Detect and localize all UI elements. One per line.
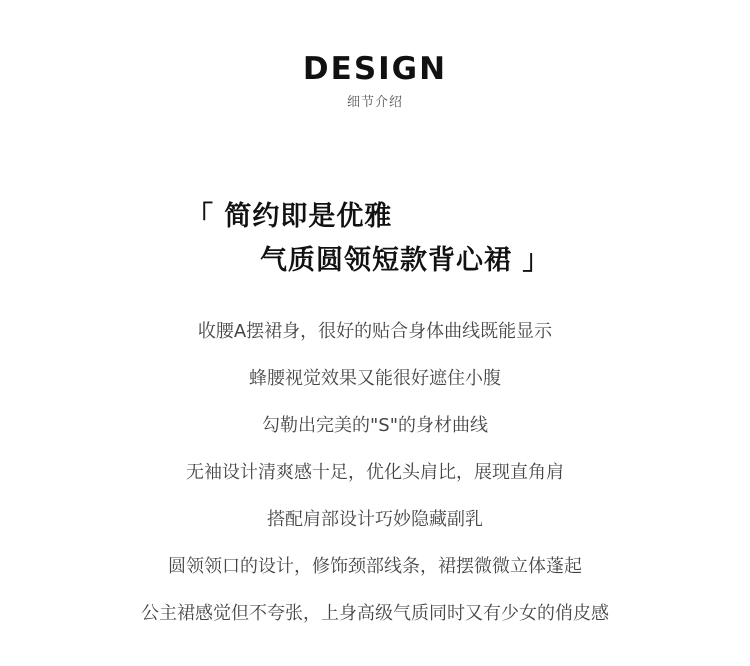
quote-line-1: 「 简约即是优雅 bbox=[186, 201, 393, 232]
description-list bbox=[0, 317, 750, 646]
description-line: 勾勒出完美的"S"的身材曲线 bbox=[262, 415, 488, 436]
section-title: DESIGN bbox=[302, 51, 448, 87]
quote-line-2: 气质圆领短款背心裙 」 bbox=[260, 245, 551, 276]
section-subtitle: 细节介绍 bbox=[346, 95, 403, 110]
description-line: 公主裙感觉但不夸张，上身高级气质同时又有少女的俏皮感 bbox=[141, 603, 609, 624]
section-header bbox=[0, 50, 750, 110]
description-line: 搭配肩部设计巧妙隐藏副乳 bbox=[267, 509, 483, 530]
description-line: 无袖设计清爽感十足，优化头肩比，展现直角肩 bbox=[186, 462, 564, 483]
description-line: 蜂腰视觉效果又能很好遮住小腹 bbox=[249, 368, 501, 389]
description-line: 圆领领口的设计，修饰颈部线条，裙摆微微立体蓬起 bbox=[168, 556, 582, 577]
description-line: 收腰A摆裙身，很好的贴合身体曲线既能显示 bbox=[197, 321, 553, 342]
